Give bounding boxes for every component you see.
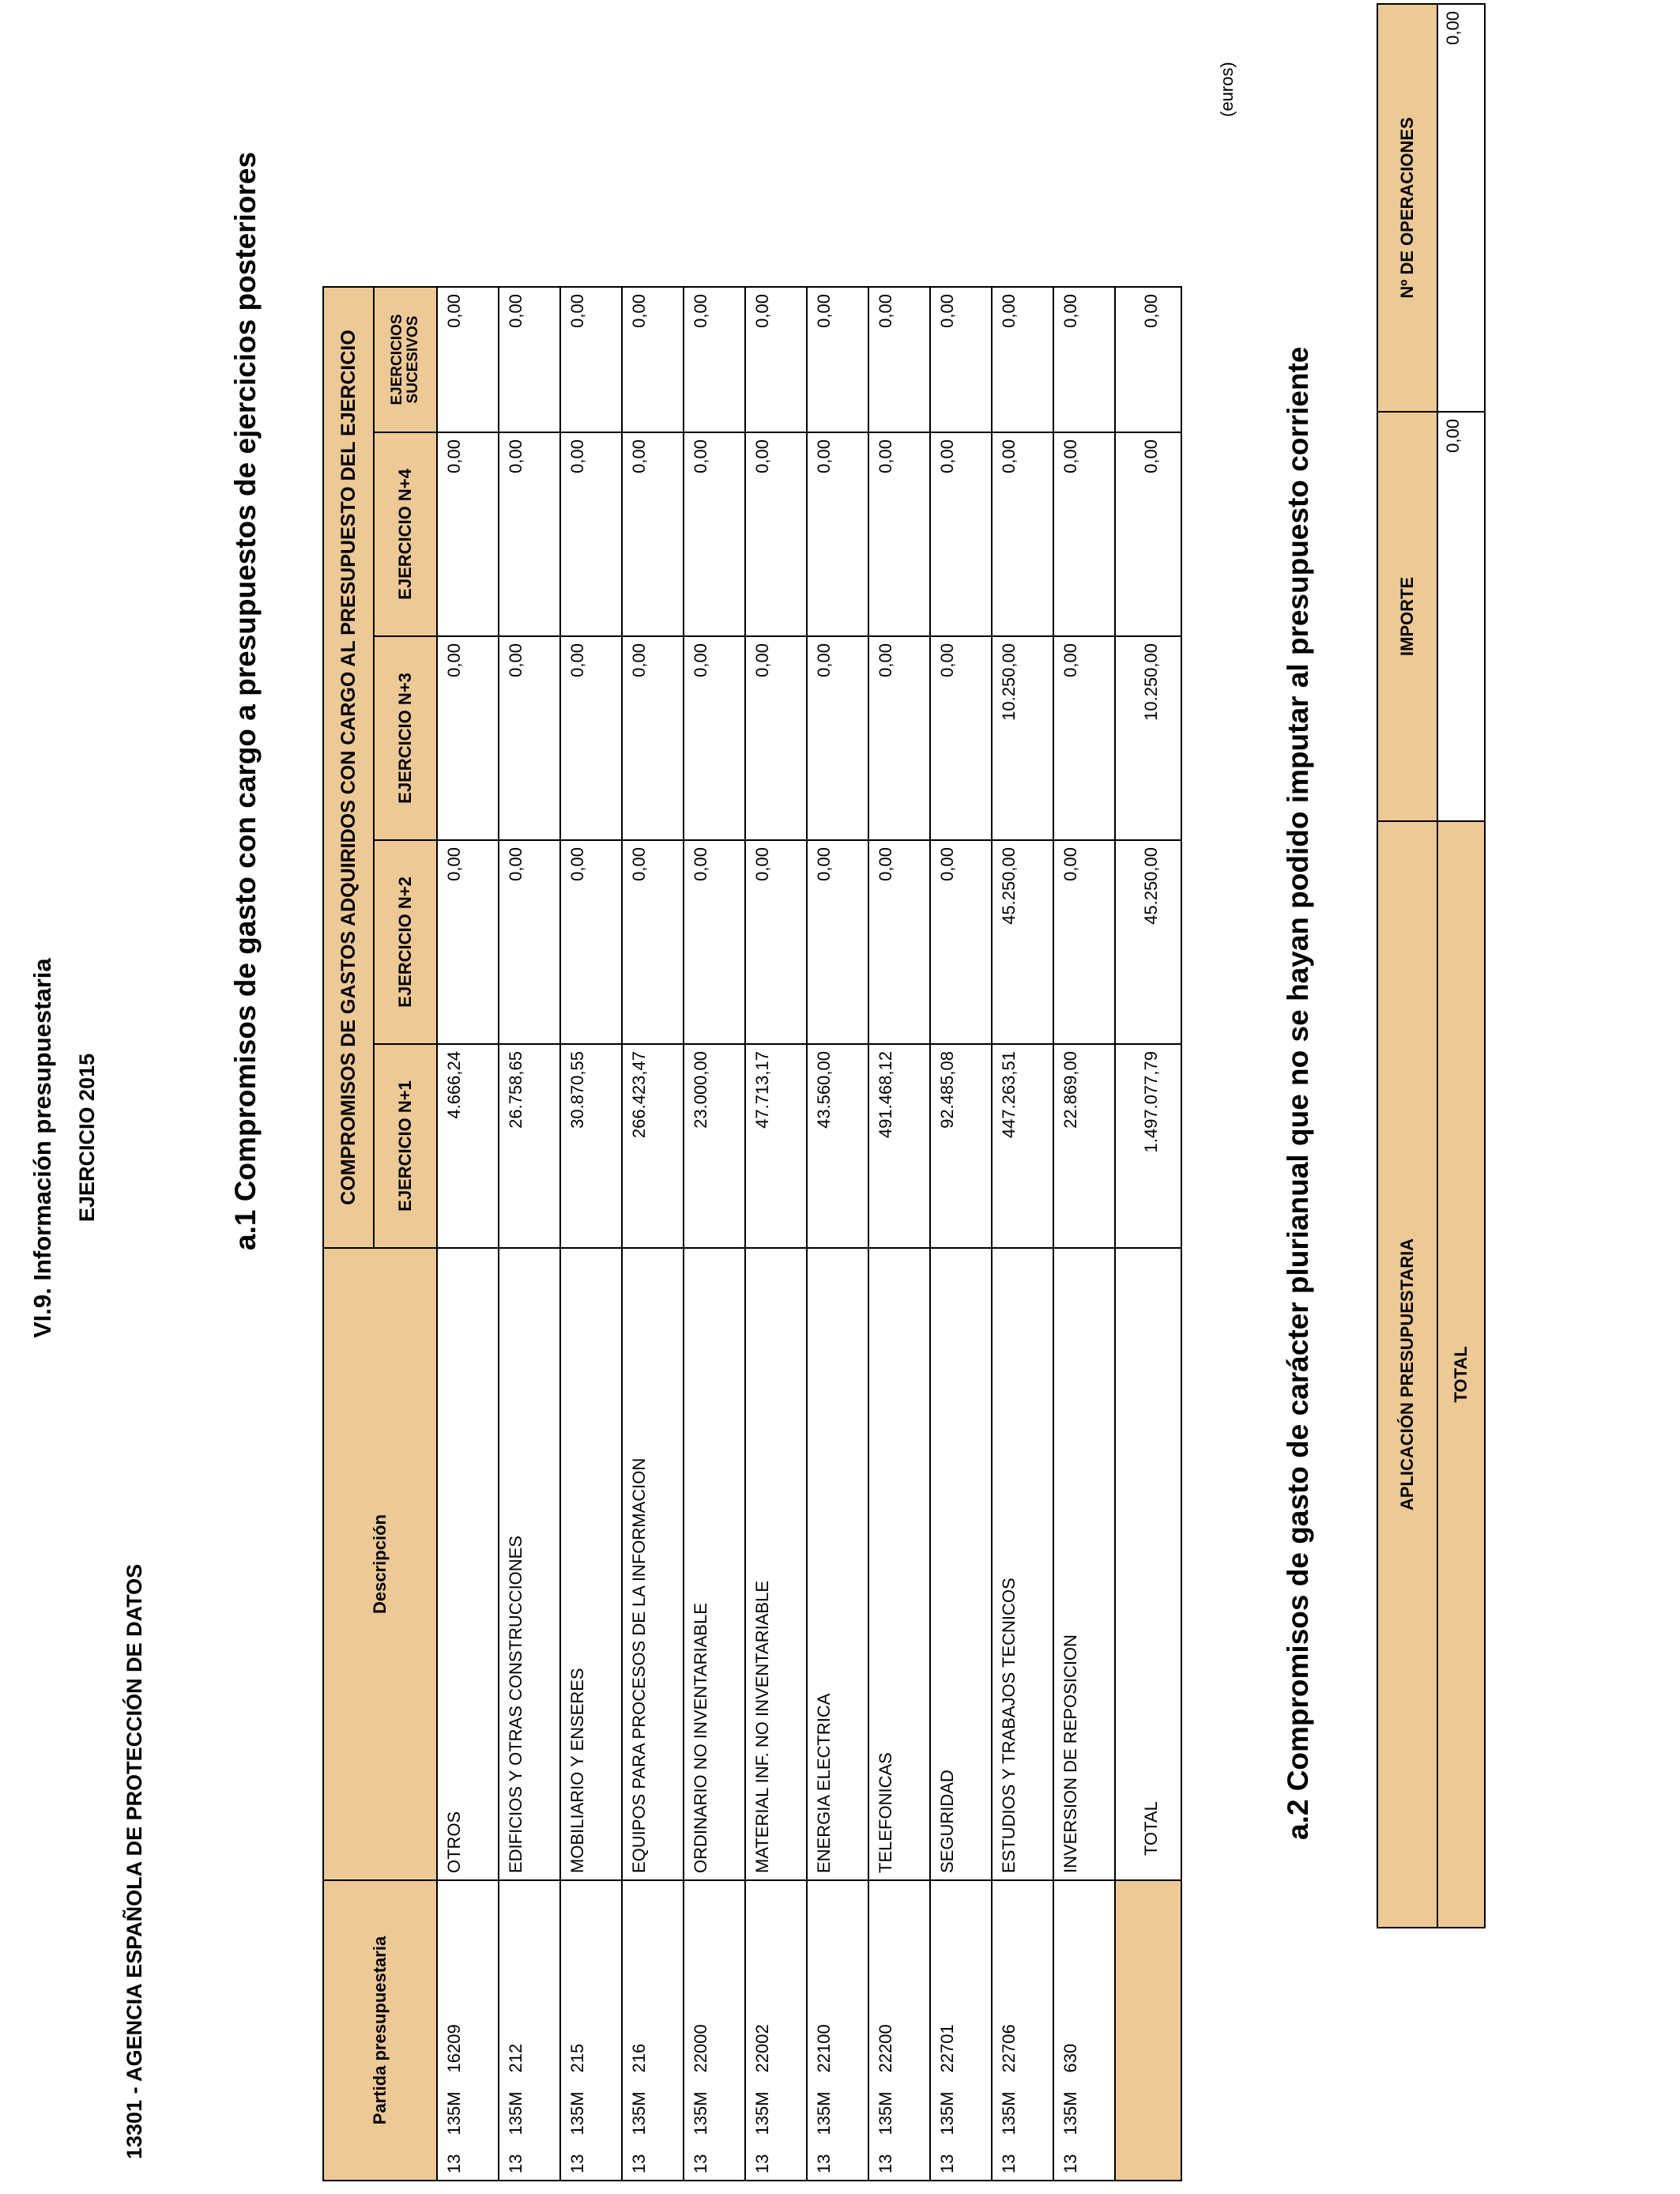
partida-cell — [992, 1880, 1053, 2181]
column-header-sucesivos: EJERCICIOS SUCESIVOS — [374, 287, 437, 432]
sucesivos-cell: 0,00 — [622, 287, 684, 432]
column-header-n3: EJERCICIO N+3 — [374, 636, 437, 840]
n4-cell: 0,00 — [868, 432, 930, 636]
n3-cell: 0,00 — [930, 636, 992, 840]
section-a1-title: a.1 Compromisos de gasto con cargo a presupuestos de ejercicios posteriores — [229, 152, 262, 1250]
sucesivos-cell: 0,00 — [684, 287, 745, 432]
n1-cell: 43.560,00 — [807, 1044, 868, 1248]
partida-economica: 216 — [629, 2043, 649, 2073]
partida-cell — [868, 1880, 930, 2181]
table-row — [992, 287, 1053, 2181]
descripcion-cell: MATERIAL INF. NO INVENTARIABLE — [745, 1248, 807, 1880]
column-header-n4: EJERCICIO N+4 — [374, 432, 437, 636]
partida-organica: 13 — [629, 2154, 649, 2173]
n2-cell: 0,00 — [807, 840, 868, 1044]
n4-cell: 0,00 — [622, 432, 684, 636]
partida-cell — [1053, 1880, 1115, 2181]
n3-cell: 10.250,00 — [992, 636, 1053, 840]
n1-cell: 23.000,00 — [684, 1044, 745, 1248]
column-header-importe: IMPORTE — [1377, 412, 1437, 821]
table-row — [499, 287, 560, 2181]
column-header-aplicacion: APLICACIÓN PRESUPUESTARIA — [1377, 821, 1437, 1928]
sucesivos-cell: 0,00 — [868, 287, 930, 432]
partida-cell — [622, 1880, 684, 2181]
partida-economica: 212 — [506, 2043, 525, 2073]
partida-economica: 16209 — [444, 2024, 464, 2073]
partida-organica: 13 — [814, 2154, 834, 2173]
table-row — [622, 287, 684, 2181]
exercise-year: EJERCICIO 2015 — [75, 1053, 99, 1222]
n2-cell: 0,00 — [560, 840, 622, 1044]
sucesivos-cell: 0,00 — [437, 287, 499, 432]
partida-organica: 13 — [444, 2154, 464, 2173]
partida-economica: 215 — [567, 2043, 587, 2073]
table-row — [1053, 287, 1115, 2181]
partida-cell — [807, 1880, 868, 2181]
partida-economica: 22002 — [752, 2024, 772, 2073]
partida-organica: 13 — [1060, 2154, 1080, 2173]
sucesivos-cell: 0,00 — [560, 287, 622, 432]
n4-cell: 0,00 — [1053, 432, 1115, 636]
partida-organica: 13 — [937, 2154, 957, 2173]
partida-programa: 135M — [567, 2091, 587, 2136]
partida-programa: 135M — [506, 2091, 525, 2136]
total-n3: 10.250,00 — [1115, 636, 1181, 840]
partida-programa: 135M — [629, 2091, 649, 2136]
n3-cell: 0,00 — [807, 636, 868, 840]
partida-programa: 135M — [1060, 2091, 1080, 2136]
partida-economica: 22706 — [999, 2024, 1019, 2073]
total-sucesivos: 0,00 — [1115, 287, 1181, 432]
table-row — [868, 287, 930, 2181]
partida-cell — [499, 1880, 560, 2181]
column-header-descripcion: Descripción — [323, 1248, 437, 1880]
partida-organica: 13 — [567, 2154, 587, 2173]
section-a2-title: a.2 Compromisos de gasto de carácter plurianual que no se hayan podido imputar al presupuesto corriente — [1282, 346, 1314, 1840]
n1-cell: 26.758,65 — [499, 1044, 560, 1248]
n2-cell: 0,00 — [930, 840, 992, 1044]
n4-cell: 0,00 — [499, 432, 560, 636]
partida-cell — [745, 1880, 807, 2181]
partida-economica: 22701 — [937, 2024, 957, 2073]
partida-cell — [684, 1880, 745, 2181]
n2-cell: 0,00 — [1053, 840, 1115, 1044]
total-partida-cell — [1115, 1880, 1181, 2181]
descripcion-cell: SEGURIDAD — [930, 1248, 992, 1880]
organization-name: 13301 - AGENCIA ESPAÑOLA DE PROTECCIÓN DE DATOS — [122, 1563, 146, 2159]
sucesivos-cell: 0,00 — [499, 287, 560, 432]
column-header-n2: EJERCICIO N+2 — [374, 840, 437, 1044]
n1-cell: 22.869,00 — [1053, 1044, 1115, 1248]
a2-total-importe: 0,00 — [1437, 412, 1485, 821]
partida-programa: 135M — [444, 2091, 464, 2136]
n2-cell: 0,00 — [622, 840, 684, 1044]
n3-cell: 0,00 — [745, 636, 807, 840]
partida-organica: 13 — [876, 2154, 895, 2173]
partida-organica: 13 — [999, 2154, 1019, 2173]
n4-cell: 0,00 — [437, 432, 499, 636]
descripcion-cell: ESTUDIOS Y TRABAJOS TECNICOS — [992, 1248, 1053, 1880]
sucesivos-cell: 0,00 — [992, 287, 1053, 432]
n3-cell: 0,00 — [684, 636, 745, 840]
n4-cell: 0,00 — [807, 432, 868, 636]
n1-cell: 47.713,17 — [745, 1044, 807, 1248]
n3-cell: 0,00 — [622, 636, 684, 840]
total-label: TOTAL — [1115, 1248, 1181, 1880]
sucesivos-cell: 0,00 — [745, 287, 807, 432]
n3-cell: 0,00 — [560, 636, 622, 840]
partida-economica: 630 — [1060, 2043, 1080, 2073]
descripcion-cell: TELEFONICAS — [868, 1248, 930, 1880]
table-row — [437, 287, 499, 2181]
n2-cell: 0,00 — [868, 840, 930, 1044]
a2-total-operaciones: 0,00 — [1437, 4, 1485, 412]
column-header-n1: EJERCICIO N+1 — [374, 1044, 437, 1248]
n1-cell: 491.468,12 — [868, 1044, 930, 1248]
unit-label: (euros) — [1217, 62, 1237, 117]
n1-cell: 92.485,08 — [930, 1044, 992, 1248]
descripcion-cell: INVERSION DE REPOSICION — [1053, 1248, 1115, 1880]
partida-programa: 135M — [814, 2091, 834, 2136]
total-n4: 0,00 — [1115, 432, 1181, 636]
partida-programa: 135M — [691, 2091, 710, 2136]
n4-cell: 0,00 — [560, 432, 622, 636]
partida-economica: 22200 — [876, 2024, 895, 2073]
sucesivos-cell: 0,00 — [930, 287, 992, 432]
table-row — [745, 287, 807, 2181]
n4-cell: 0,00 — [930, 432, 992, 636]
descripcion-cell: ENERGIA ELECTRICA — [807, 1248, 868, 1880]
column-header-partida: Partida presupuestaria — [323, 1880, 437, 2181]
descripcion-cell: MOBILIARIO Y ENSERES — [560, 1248, 622, 1880]
n2-cell: 0,00 — [745, 840, 807, 1044]
n3-cell: 0,00 — [437, 636, 499, 840]
descripcion-cell: OTROS — [437, 1248, 499, 1880]
plurianual-table — [1377, 3, 1486, 1928]
n2-cell: 0,00 — [437, 840, 499, 1044]
commitments-table — [322, 286, 1182, 2181]
descripcion-cell: EQUIPOS PARA PROCESOS DE LA INFORMACION — [622, 1248, 684, 1880]
partida-programa: 135M — [937, 2091, 957, 2136]
partida-programa: 135M — [752, 2091, 772, 2136]
n4-cell: 0,00 — [992, 432, 1053, 636]
n1-cell: 447.263,51 — [992, 1044, 1053, 1248]
n4-cell: 0,00 — [745, 432, 807, 636]
n3-cell: 0,00 — [868, 636, 930, 840]
partida-organica: 13 — [752, 2154, 772, 2173]
partida-programa: 135M — [876, 2091, 895, 2136]
total-n1: 1.497.077,79 — [1115, 1044, 1181, 1248]
a2-total-label: TOTAL — [1437, 821, 1485, 1928]
table-row — [807, 287, 868, 2181]
partida-cell — [930, 1880, 992, 2181]
n4-cell: 0,00 — [684, 432, 745, 636]
table-row — [560, 287, 622, 2181]
descripcion-cell: EDIFICIOS Y OTRAS CONSTRUCCIONES — [499, 1248, 560, 1880]
n2-cell: 0,00 — [499, 840, 560, 1044]
partida-organica: 13 — [506, 2154, 525, 2173]
n2-cell: 0,00 — [684, 840, 745, 1044]
n1-cell: 4.666,24 — [437, 1044, 499, 1248]
n2-cell: 45.250,00 — [992, 840, 1053, 1044]
partida-programa: 135M — [999, 2091, 1019, 2136]
descripcion-cell: ORDINARIO NO INVENTARIABLE — [684, 1248, 745, 1880]
sucesivos-cell: 0,00 — [807, 287, 868, 432]
partida-cell — [560, 1880, 622, 2181]
table-row — [930, 287, 992, 2181]
group-header: COMPROMISOS DE GASTOS ADQUIRIDOS CON CARGO AL PRESUPUESTO DEL EJERCICIO — [323, 287, 374, 1248]
total-n2: 45.250,00 — [1115, 840, 1181, 1044]
n3-cell: 0,00 — [1053, 636, 1115, 840]
n1-cell: 30.870,55 — [560, 1044, 622, 1248]
n3-cell: 0,00 — [499, 636, 560, 840]
partida-organica: 13 — [691, 2154, 710, 2173]
table-row — [684, 287, 745, 2181]
partida-cell — [437, 1880, 499, 2181]
partida-economica: 22000 — [691, 2024, 710, 2073]
sucesivos-cell: 0,00 — [1053, 287, 1115, 432]
n1-cell: 266.423,47 — [622, 1044, 684, 1248]
column-header-operaciones: Nº DE OPERACIONES — [1377, 4, 1437, 412]
page-title: VI.9. Información presupuestaria — [28, 958, 56, 1338]
partida-economica: 22100 — [814, 2024, 834, 2073]
